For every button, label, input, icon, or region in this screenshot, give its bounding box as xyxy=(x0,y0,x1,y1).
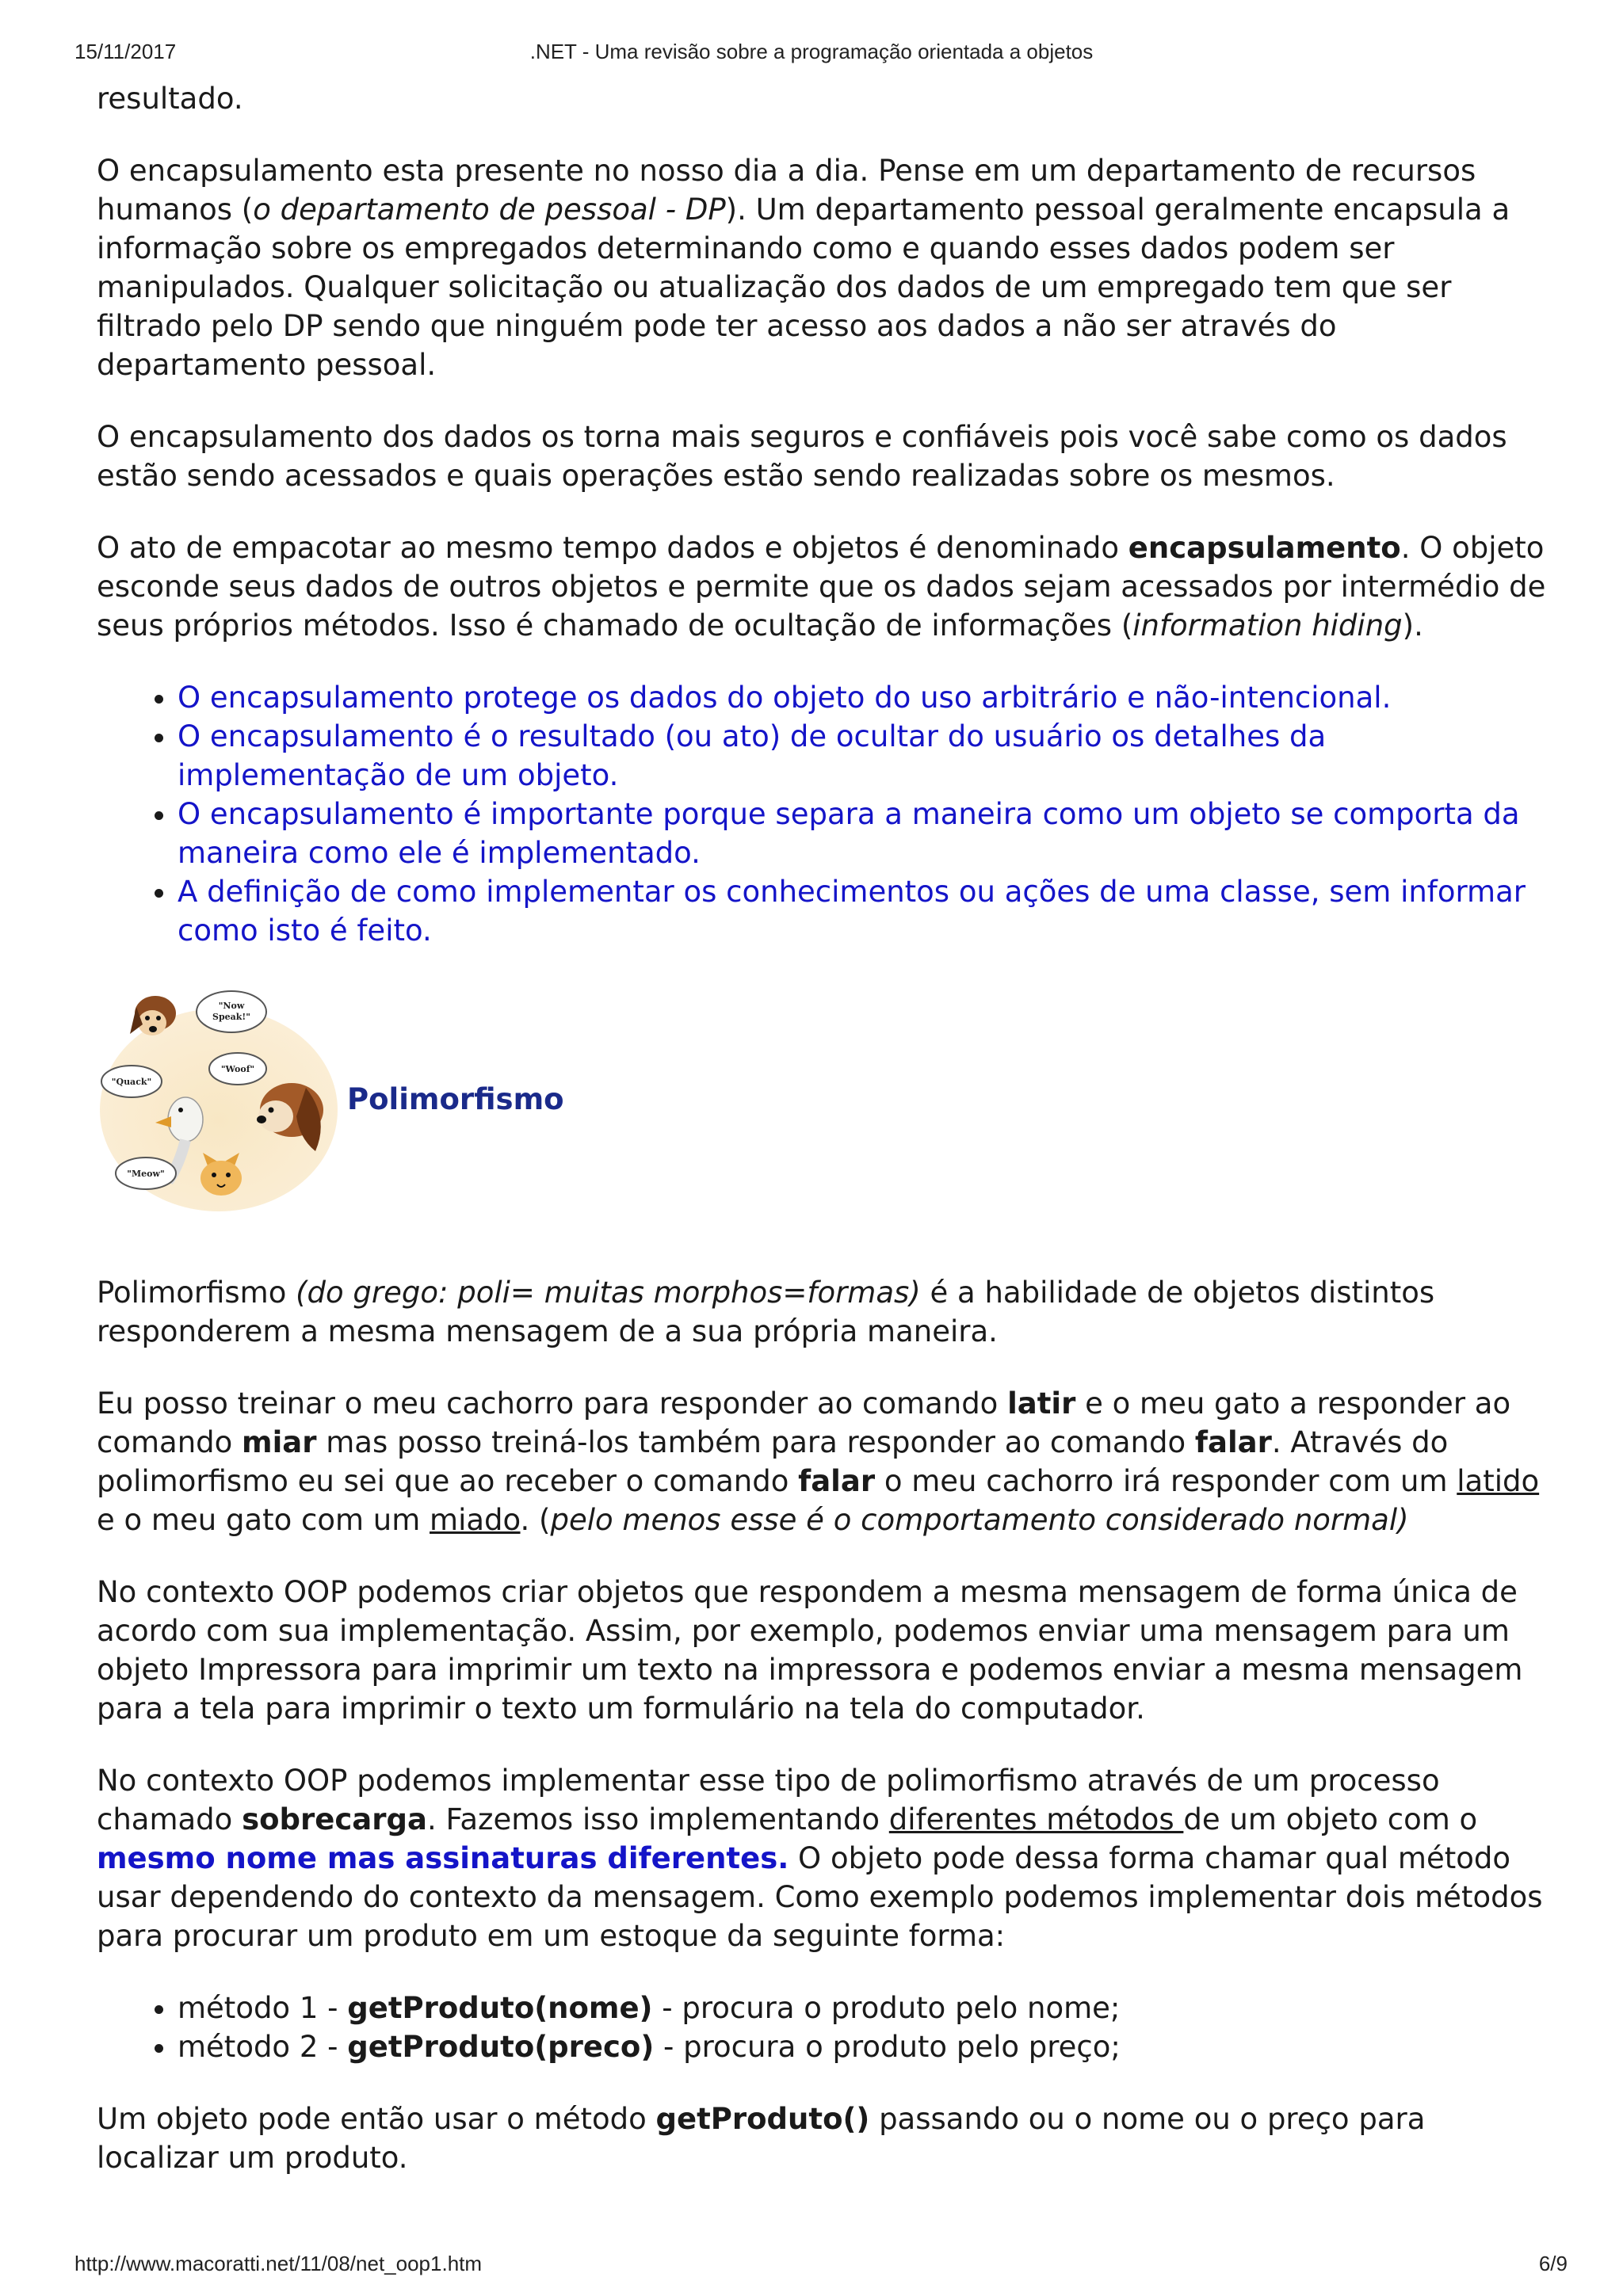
polimorfismo-section-header xyxy=(92,983,1547,1245)
article-content xyxy=(97,79,1547,2210)
list-item: • O encapsulamento protege os dados do objeto do uso arbitrário e não-intencional. xyxy=(178,678,1547,717)
section-title-polimorfismo: Polimorfismo xyxy=(347,1082,564,1116)
encapsulamento-list xyxy=(97,678,1547,950)
paragraph-encapsulamento-seguros: O encapsulamento dos dados os torna mais seguros e confiáveis pois você sabe como os dados estão sendo acessados e quais operações estão sendo realizadas sobre os mesmos. xyxy=(97,420,1507,493)
method-list xyxy=(97,1989,1547,2066)
link-mesmo-nome-assinaturas[interactable]: mesmo nome mas assinaturas diferentes. xyxy=(97,1841,789,1875)
footer-page-number: 6/9 xyxy=(1538,2252,1568,2275)
speech-bubble-quack xyxy=(101,1066,162,1097)
list-item: • A definição de como implementar os conhecimentos ou ações de uma classe, sem informar como isto é feito. xyxy=(178,872,1547,950)
svg-text:"Now: "Now xyxy=(218,1001,245,1011)
paragraph-sobrecarga: No contexto OOP podemos implementar esse tipo de polimorfismo através de um processo chamado sobrecarga. Fazemos isso implementando diferentes métodos de um objeto com o mesmo nome mas assinaturas diferentes. O objeto pode dessa forma chamar qual método usar dependendo do contexto da mensagem. Como exemplo podemos implementar dois métodos para procurar um produto em um estoque da seguinte forma: xyxy=(97,1764,1543,1953)
speech-bubble-meow xyxy=(116,1158,176,1189)
list-item: • método 1 - getProduto(nome) - procura o produto pelo nome; xyxy=(178,1989,1547,2027)
speech-bubble-woof xyxy=(209,1053,266,1085)
svg-text:Speak!": Speak!" xyxy=(212,1012,250,1022)
list-item: • método 2 - getProduto(preco) - procura o produto pelo preço; xyxy=(178,2027,1547,2066)
paragraph-encapsulamento-dia-a-dia: O encapsulamento esta presente no nosso dia a dia. Pense em um departamento de recursos humanos (o departamento de pessoal - DP). Um departamento pessoal geralmente encapsula a informação sobre os empregados determinando como e quando esses dados podem ser manipulados. Qualquer solicitação ou atualização dos dados de um empregado tem que ser filtrado pelo DP sendo que ninguém pode ter acesso aos dados a não ser através do departamento pessoal. xyxy=(97,154,1510,382)
svg-text:"Quack": "Quack" xyxy=(111,1077,152,1087)
speech-bubble-now-speak xyxy=(197,991,266,1032)
svg-text:"Meow": "Meow" xyxy=(127,1169,165,1179)
paragraph-resultado: resultado. xyxy=(97,82,243,116)
header-date: 15/11/2017 xyxy=(74,40,177,63)
list-item: • O encapsulamento é importante porque separa a maneira como um objeto se comporta da maneira como ele é implementado. xyxy=(178,795,1547,872)
page-footer xyxy=(0,2252,1623,2279)
animals-speaking-illustration xyxy=(92,983,338,1213)
paragraph-cachorro-gato: Eu posso treinar o meu cachorro para responder ao comando latir e o meu gato a responder ao comando miar mas posso treiná-los também para responder ao comando falar. Através do polimorfismo eu sei que ao receber o comando falar o meu cachorro irá responder com um latido e o meu gato com um miado. (pelo menos esse é o comportamento considerado normal) xyxy=(97,1386,1540,1537)
paragraph-polimorfismo-definicao: Polimorfismo (do grego: poli= muitas morphos=formas) é a habilidade de objetos distintos responderem a mesma mensagem de a sua própria maneira. xyxy=(97,1276,1435,1348)
svg-text:"Woof": "Woof" xyxy=(220,1064,255,1074)
paragraph-contexto-oop-impressora: No contexto OOP podemos criar objetos que respondem a mesma mensagem de forma única de acordo com sua implementação. Assim, por exemplo, podemos enviar uma mensagem para um objeto Impressora para imprimir um texto na impressora e podemos enviar a mesma mensagem para a tela para imprimir o texto um formulário na tela do computador. xyxy=(97,1575,1523,1726)
paragraph-ato-empacotar: O ato de empacotar ao mesmo tempo dados e objetos é denominado encapsulamento. O objeto esconde seus dados de outros objetos e permite que os dados sejam acessados por intermédio de seus próprios métodos. Isso é chamado de ocultação de informações (information hiding). xyxy=(97,531,1546,643)
footer-url[interactable]: http://www.macoratti.net/11/08/net_oop1.htm xyxy=(74,2252,483,2275)
list-item: • O encapsulamento é o resultado (ou ato) de ocultar do usuário os detalhes da implementação de um objeto. xyxy=(178,717,1547,795)
paragraph-getproduto: Um objeto pode então usar o método getProduto() passando ou o nome ou o preço para localizar um produto. xyxy=(97,2102,1426,2175)
header-title: .NET - Uma revisão sobre a programação orientada a objetos xyxy=(529,40,1094,63)
page-header xyxy=(0,40,1623,67)
